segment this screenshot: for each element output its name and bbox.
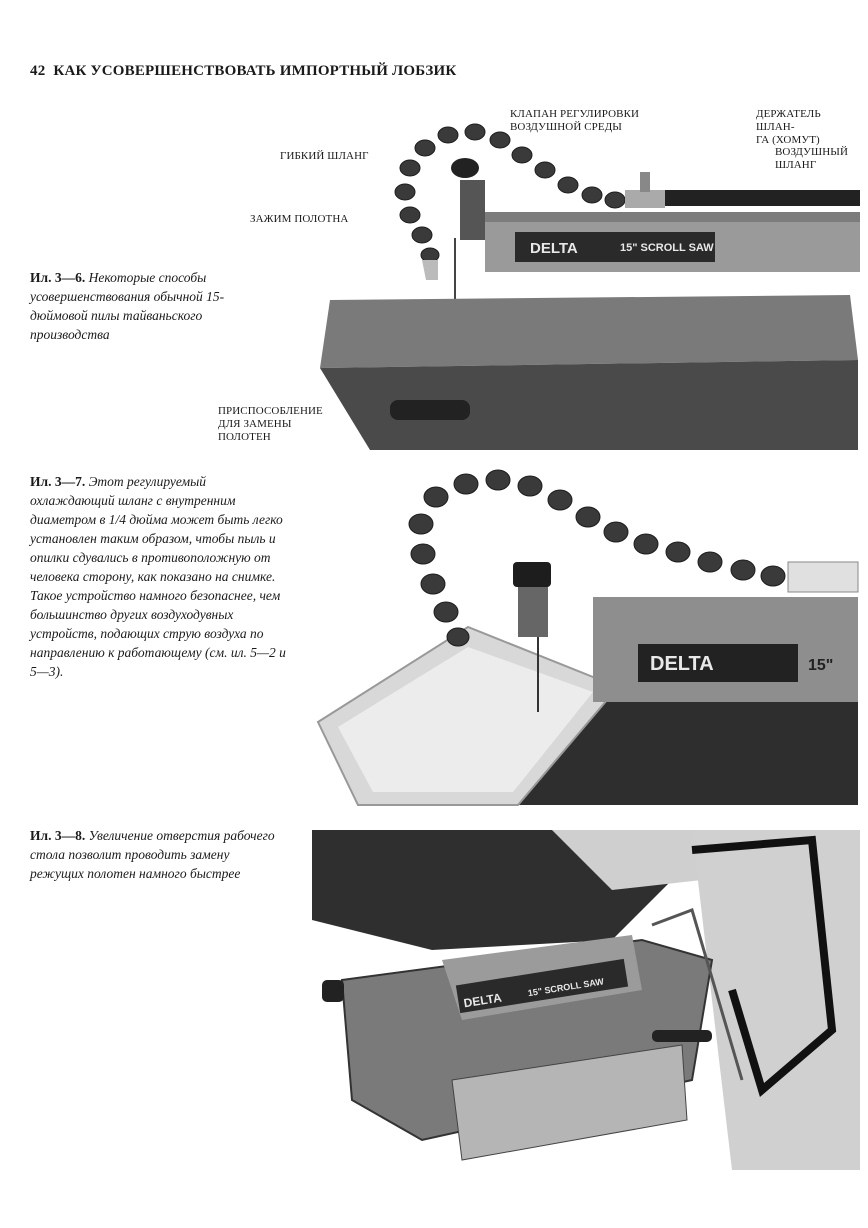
- figure-caption-3-6: [30, 268, 280, 344]
- figure-caption-3-7: [30, 472, 288, 681]
- callout-air-hose-line-2: ШЛАНГ: [775, 159, 817, 171]
- callout-air-valve-line-1: КЛАПАН РЕГУЛИРОВКИ: [510, 108, 640, 120]
- arm-brand-text: DELTA: [462, 990, 503, 1011]
- caption-text: Некоторые способы усовершенствования обычной 15-дюймовой пилы тайваньского производства: [30, 270, 225, 342]
- callout-air-hose-line-1: ВОЗДУШНЫЙ: [775, 146, 849, 158]
- figure-label: Ил. 3—8.: [30, 828, 86, 843]
- arm-model-text: 15": [808, 657, 834, 674]
- page-number: 42: [30, 63, 46, 79]
- figure-label: Ил. 3—7.: [30, 474, 86, 489]
- photo-3-8-image: [312, 830, 860, 1170]
- callout-fixture-line-3: ПОЛОТЕН: [218, 431, 271, 443]
- arm-model-text: 15" SCROLL SAW: [527, 976, 605, 999]
- caption-text: Этот регулируемый охлаждающий шланг с внутренним диаметром в 1/4 дюйма может быть легко установлен таким образом, чтобы пыль и опилки сдувались в противоположную от человека сторону, как показано на снимке. Такое устройство намного безопаснее, чем большинство других воздуходувных устройств, подающих струю воздуха по направлению к работающему (см. ил. 5—2 и 5—3).: [30, 474, 286, 679]
- photo-scroll-saw-upgrades: [218, 108, 860, 450]
- arm-model-text: 15" SCROLL SAW: [620, 242, 714, 254]
- running-title: КАК УСОВЕРШЕНСТВОВАТЬ ИМПОРТНЫЙ ЛОБЗИК: [53, 63, 457, 79]
- callout-flexible-hose: ГИБКИЙ ШЛАНГ: [280, 150, 369, 162]
- figure-label: Ил. 3—6.: [30, 270, 86, 285]
- callout-air-hose: [775, 146, 848, 172]
- arm-brand-text: DELTA: [530, 240, 578, 257]
- callout-blade-change-fixture: [218, 405, 323, 444]
- arm-brand-text: DELTA: [650, 653, 714, 675]
- callout-hose-holder-line-2: ГА (ХОМУТ): [756, 134, 820, 146]
- callout-air-valve-line-2: ВОЗДУШНОЙ СРЕДЫ: [510, 121, 622, 133]
- callout-fixture-line-2: ДЛЯ ЗАМЕНЫ: [218, 418, 292, 430]
- callout-fixture-line-1: ПРИСПОСОБЛЕНИЕ: [218, 405, 323, 417]
- photo-enlarged-table-hole: [312, 830, 860, 1170]
- callout-blade-clamp: ЗАЖИМ ПОЛОТНА: [250, 213, 349, 225]
- callout-hose-holder-line-1: ДЕРЖАТЕЛЬ ШЛАН-: [756, 108, 821, 133]
- photo-3-7-image: [318, 472, 858, 805]
- page-header: [30, 63, 456, 80]
- caption-text: Увеличение отверстия рабочего стола позволит проводить замену режущих полотен намного быстрее: [30, 828, 275, 881]
- callout-air-valve: [510, 108, 639, 134]
- callout-hose-holder: [756, 108, 860, 147]
- figure-caption-3-8: [30, 826, 280, 883]
- photo-cooling-hose: [318, 472, 858, 805]
